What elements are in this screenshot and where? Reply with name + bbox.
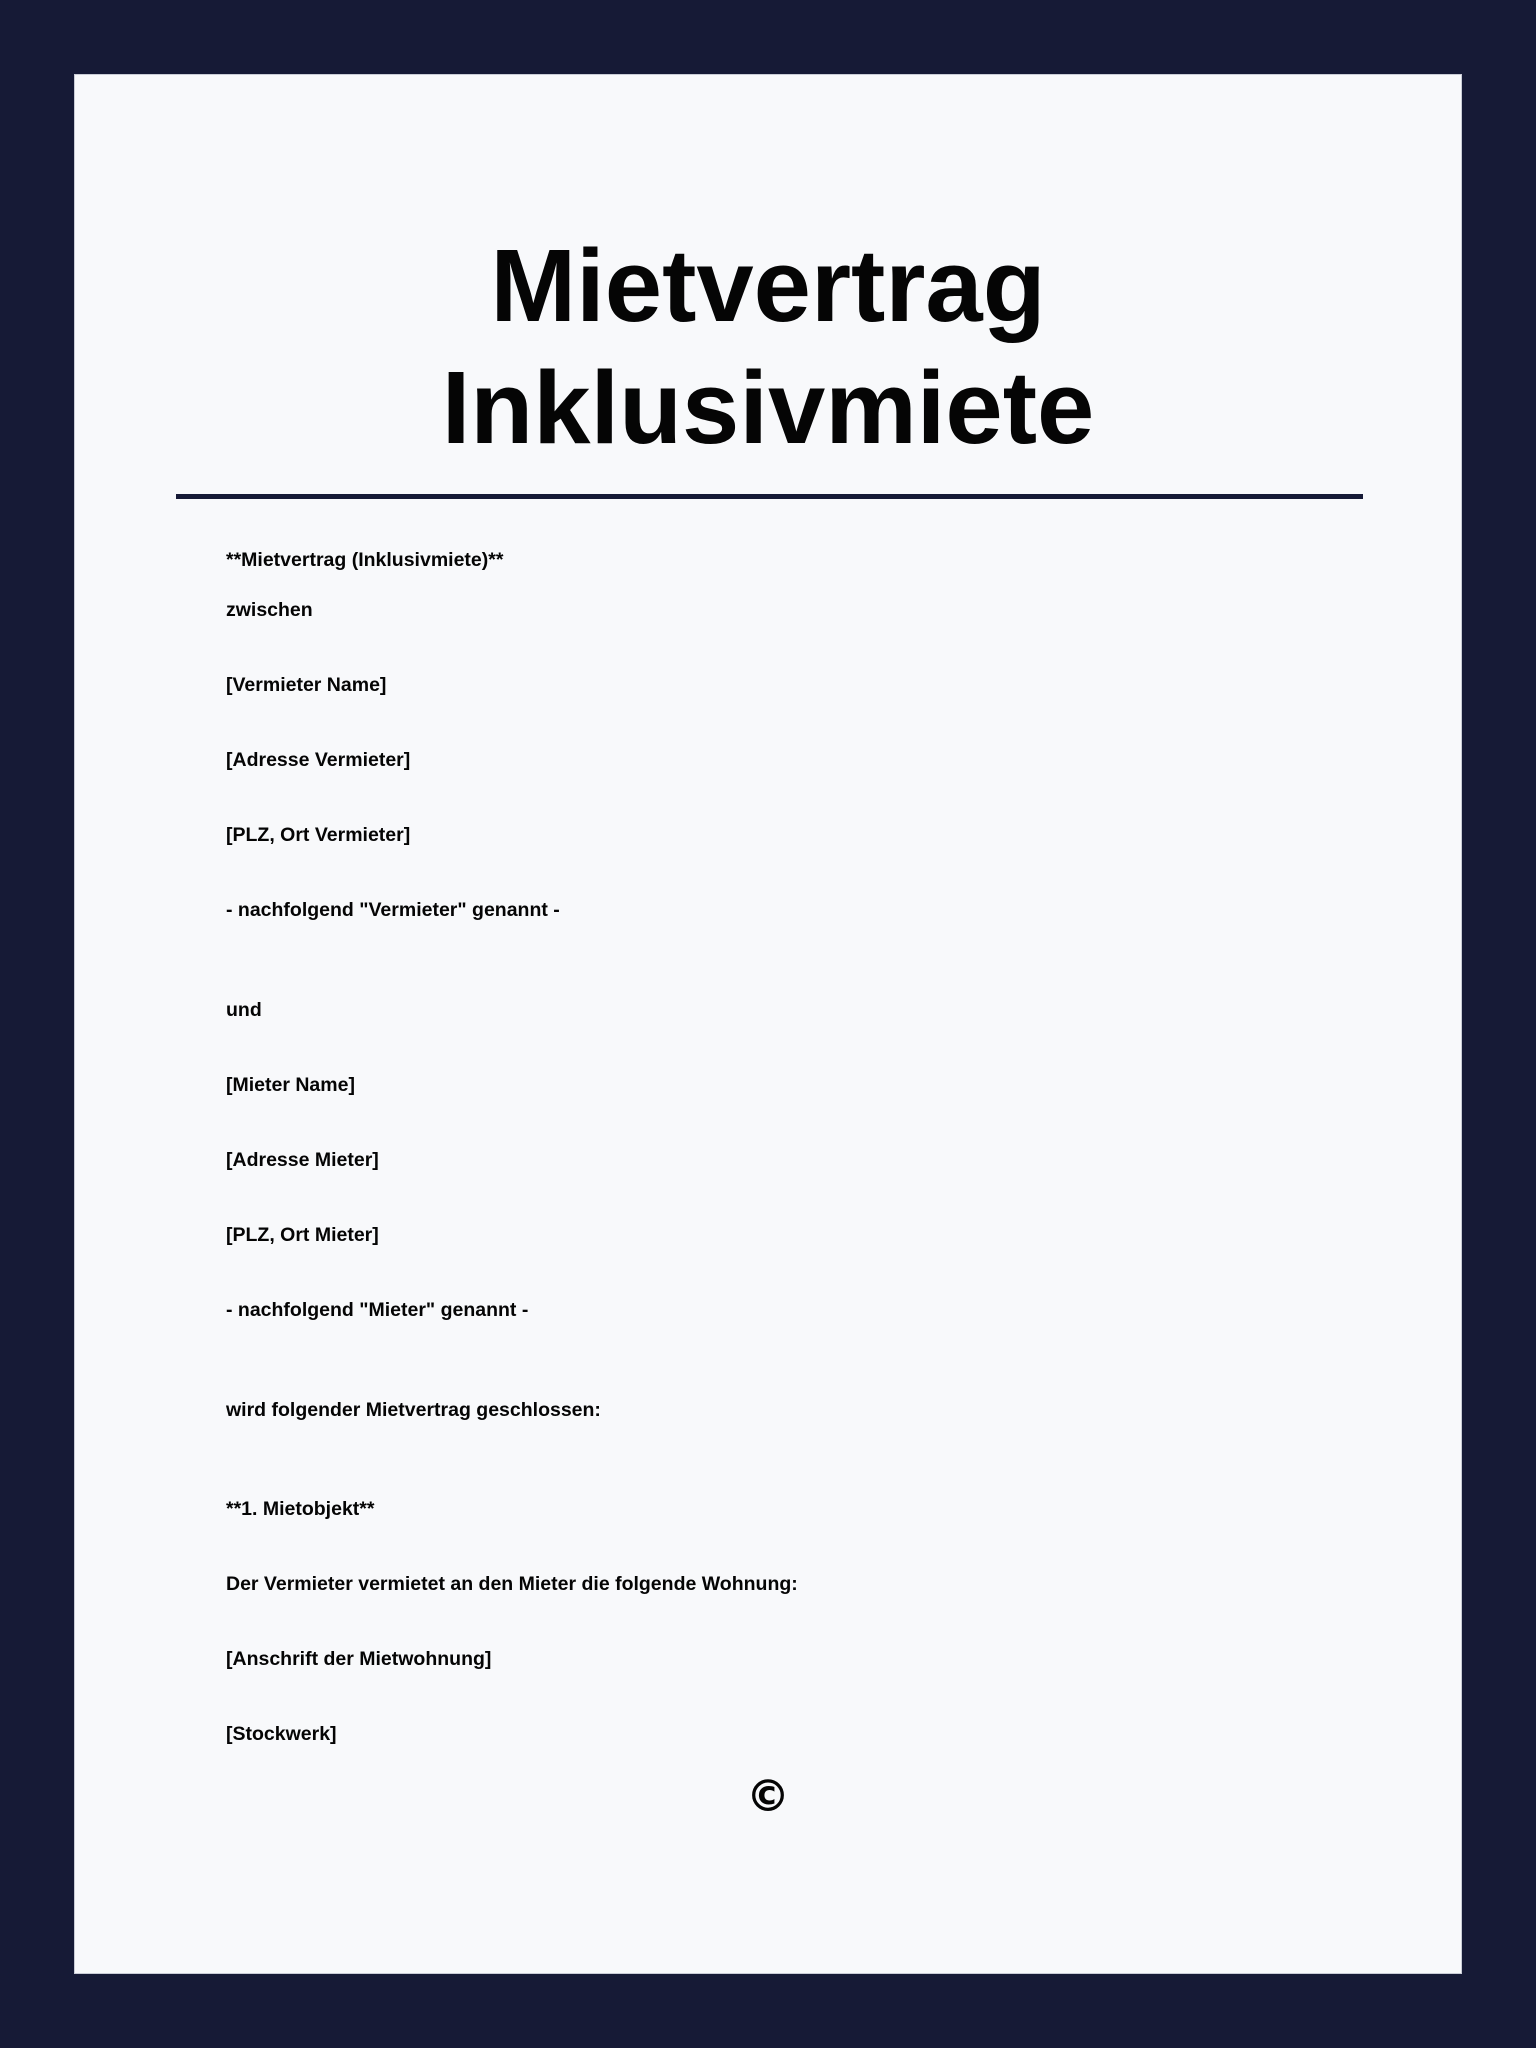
title-divider — [176, 494, 1363, 499]
tenant-designation: - nachfolgend "Mieter" genannt - — [226, 1299, 529, 1321]
tenant-name: [Mieter Name] — [226, 1074, 355, 1096]
property-address: [Anschrift der Mietwohnung] — [226, 1648, 492, 1670]
landlord-address: [Adresse Vermieter] — [226, 749, 411, 771]
property-floor: [Stockwerk] — [226, 1723, 337, 1745]
title-line-1: Mietvertrag — [490, 228, 1046, 343]
contract-heading: **Mietvertrag (Inklusivmiete)** — [226, 549, 504, 571]
landlord-name: [Vermieter Name] — [226, 674, 387, 696]
landlord-city: [PLZ, Ort Vermieter] — [226, 824, 411, 846]
tenant-city: [PLZ, Ort Mieter] — [226, 1224, 379, 1246]
tenant-address: [Adresse Mieter] — [226, 1149, 379, 1171]
section-heading: **1. Mietobjekt** — [226, 1498, 375, 1520]
landlord-designation: - nachfolgend "Vermieter" genannt - — [226, 899, 560, 921]
title-line-2: Inklusivmiete — [441, 350, 1095, 465]
document-title — [75, 225, 1461, 469]
document-page — [74, 74, 1462, 1974]
text-line: und — [226, 999, 262, 1021]
text-line: wird folgender Mietvertrag geschlossen: — [226, 1399, 601, 1421]
copyright-icon: © — [746, 1771, 790, 1822]
text-line: Der Vermieter vermietet an den Mieter die folgende Wohnung: — [226, 1573, 798, 1595]
text-line: zwischen — [226, 599, 313, 621]
